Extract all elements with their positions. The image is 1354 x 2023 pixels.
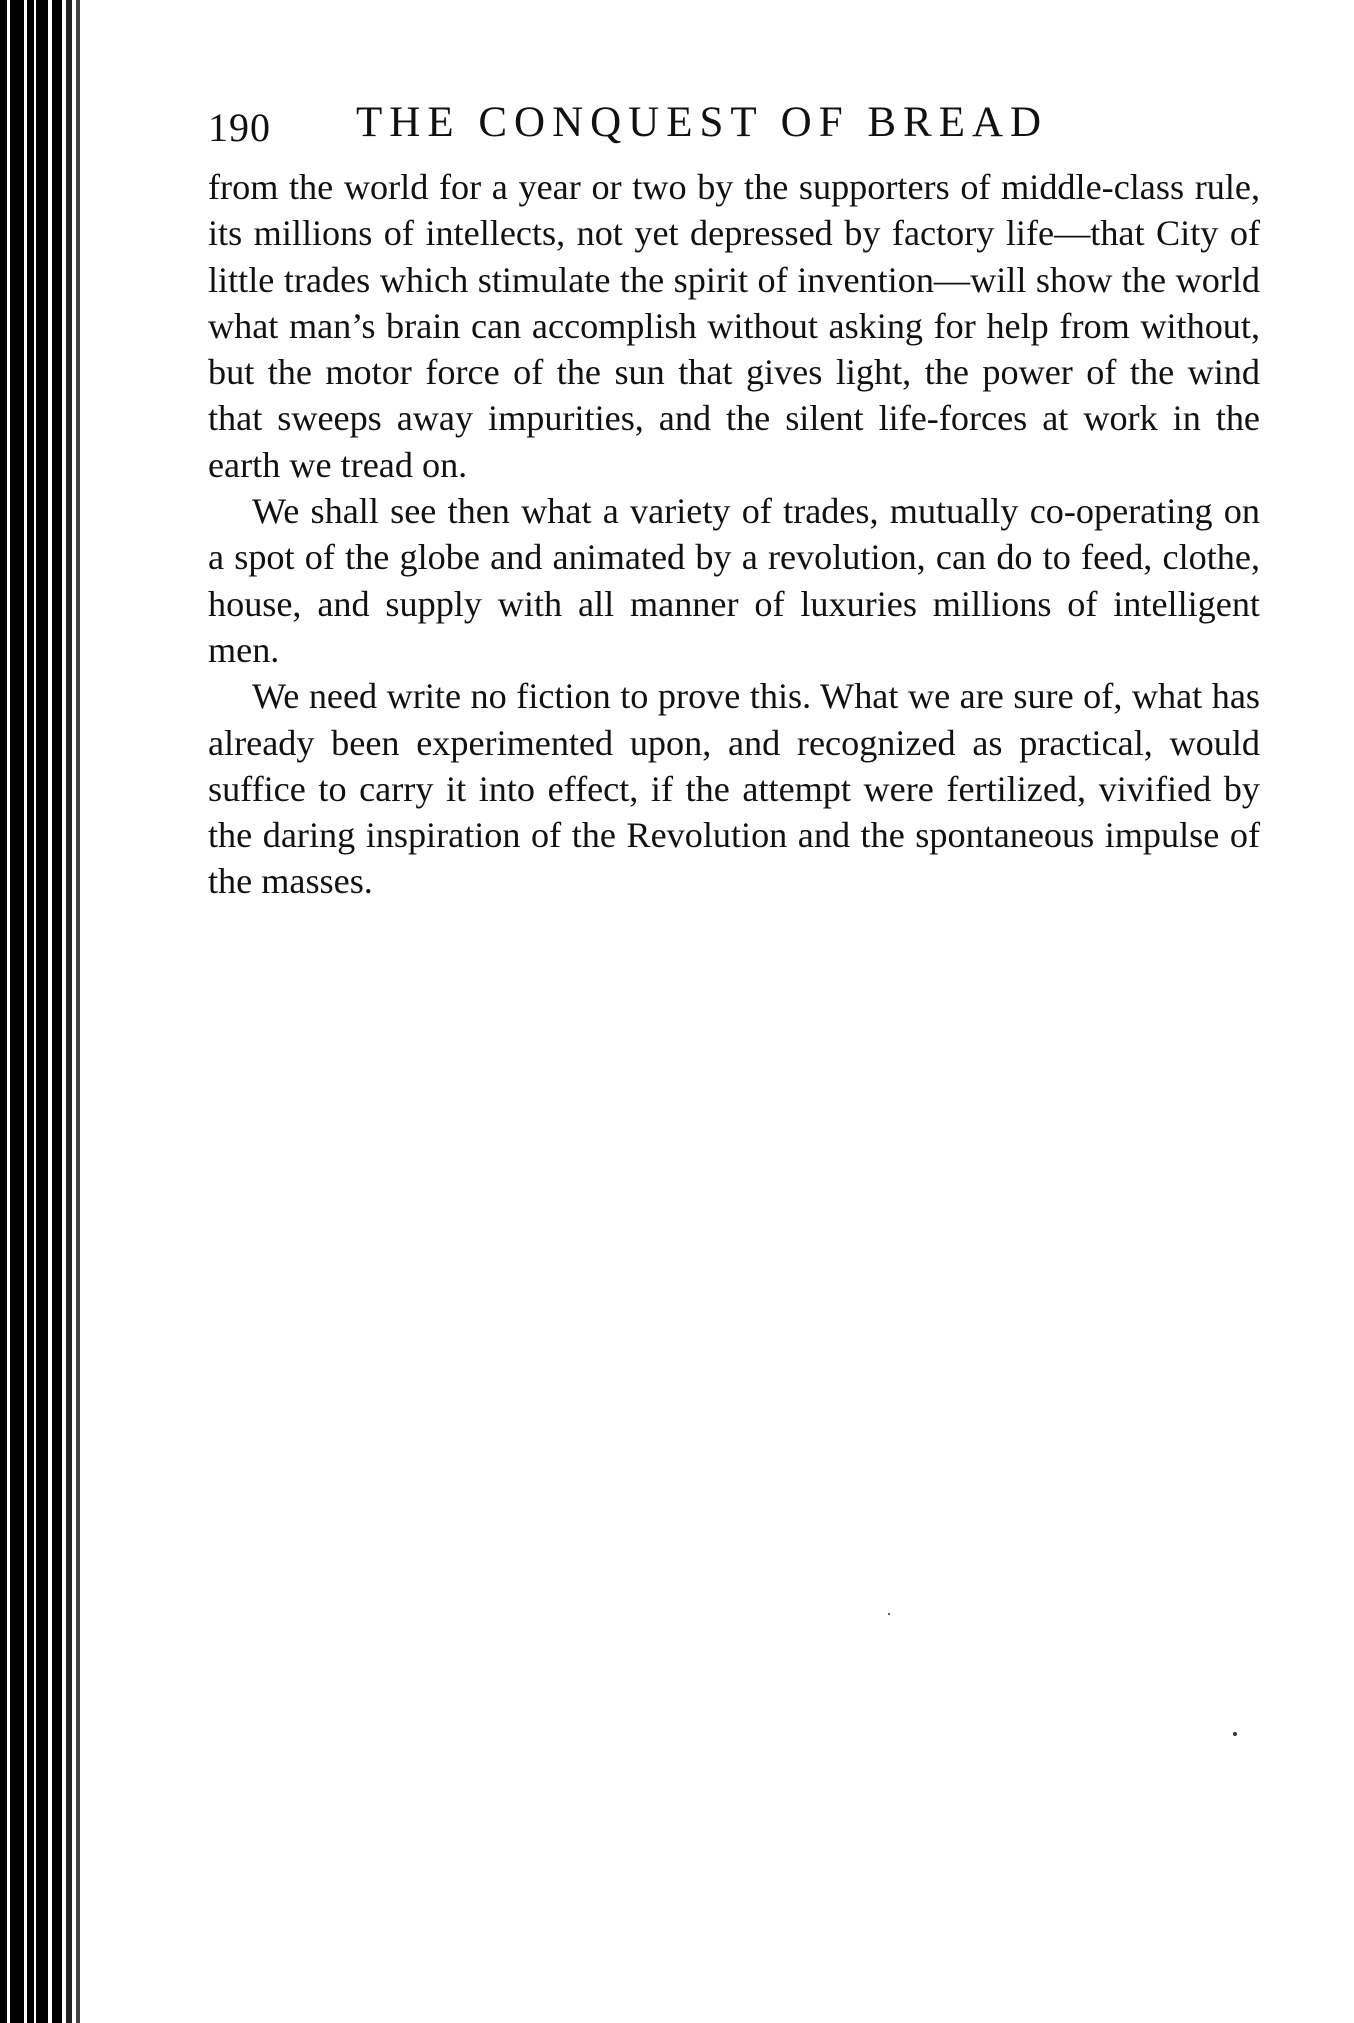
paragraph: We need write no fiction to prove this. What we are sure of, what has already been experimented upon, and recognized as practical, would suffice to carry it into effect, if the attempt were fertilized, vivified by the daring inspiration of the Revolution and the spontaneous impulse of the masses. [208, 676, 1260, 902]
running-title: THE CONQUEST OF BREAD [356, 99, 1049, 146]
paragraph-continued: from the world for a year or two by the supporters of middle-class rule, its millions of intellects, not yet depressed by factory life—that City of little trades which stimulate the spirit of invention—will show the world what man’s brain can accomplish without asking for help from without, but the motor force of the sun that gives light, the power of the wind that sweeps away impurities, and the silent life-forces at work in the earth we tread on. [208, 167, 1260, 485]
paragraph: We shall see then what a variety of trades, mutually co-operating on a spot of the globe and animated by a revolution, can do to feed, clothe, house, and supply with all manner of luxuries millions of intelligent men. [208, 491, 1260, 670]
page-number: 190 [208, 105, 271, 150]
scan-speck [1233, 1732, 1237, 1736]
scan-speck [888, 1613, 890, 1615]
running-head [208, 98, 1128, 154]
body-text [208, 164, 1260, 905]
